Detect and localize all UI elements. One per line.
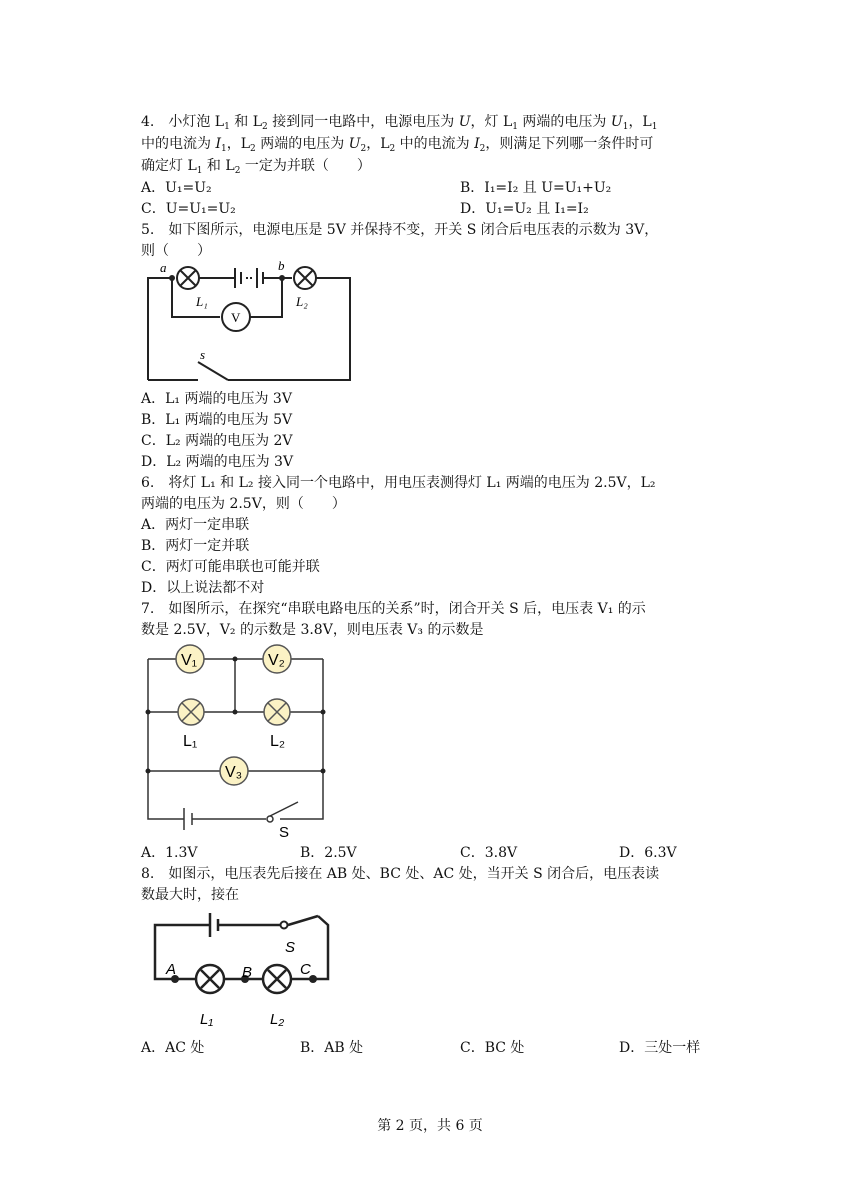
q5-line2: 则（ ） (141, 243, 211, 259)
q7-option-a: A．1.3V (141, 845, 198, 861)
q8-l1-label: L₁ (200, 1011, 214, 1028)
q4-text: 和 L (202, 158, 235, 174)
q4-text: 中的电流为 (141, 136, 216, 152)
q7-option-c: C．3.8V (460, 845, 518, 861)
q4-text: ，灯 L (470, 114, 513, 130)
q8-circuit-diagram (150, 910, 335, 1032)
q4-var: U (610, 114, 623, 130)
q5-option-a: A．L₁ 两端的电压为 3V (141, 391, 292, 407)
q6-option-a: A．两灯一定串联 (141, 517, 250, 533)
q7-option-d: D．6.3V (619, 845, 677, 861)
q8-point-b: B (242, 964, 253, 981)
q4-sub: 2 (250, 144, 256, 154)
q4-sub: 1 (220, 144, 227, 154)
q4-option-a: A．U₁=U₂ (141, 180, 212, 196)
q4-var: I (474, 136, 480, 152)
q4-line2 (141, 135, 653, 153)
q4-var: U (348, 136, 361, 152)
q4-text: ，则满足下列哪一条件时可 (485, 136, 654, 152)
q4-sub: 1 (224, 122, 230, 132)
q5-label-b: b (278, 258, 285, 273)
q7-v1-label: V₁ (181, 652, 198, 669)
q4-option-b: B．I₁=I₂ 且 U=U₁+U₂ (460, 180, 612, 196)
q7-option-b: B．2.5V (300, 845, 357, 861)
q4-text: 4. 小灯泡 L (141, 114, 225, 130)
q7-l2-label: L₂ (270, 733, 286, 750)
q4-var: I (215, 136, 221, 152)
q4-sub: 1 (622, 122, 629, 132)
q8-option-d: D．三处一样 (619, 1040, 701, 1056)
q4-sub: 1 (512, 122, 518, 132)
q4-text: ，L (628, 114, 652, 130)
q4-text: 两端的电压为 (517, 114, 611, 130)
q8-option-c: C．BC 处 (460, 1040, 525, 1056)
q8-option-a: A．AC 处 (141, 1040, 205, 1056)
q8-option-b: B．AB 处 (300, 1040, 364, 1056)
q6-line1: 6. 将灯 L₁ 和 L₂ 接入同一个电路中，用电压表测得灯 L₁ 两端的电压为 2.5V，L₂ (141, 475, 656, 491)
q7-v2-label: V₂ (268, 652, 285, 669)
q6-option-d: D．以上说法都不对 (141, 580, 265, 596)
q5-circuit-diagram (140, 258, 355, 384)
q4-sub: 2 (234, 166, 241, 176)
q4-sub: 1 (196, 166, 203, 176)
q4-var: U (458, 114, 471, 130)
q8-line1: 8. 如图示，电压表先后接在 AB 处、BC 处、AC 处，当开关 S 闭合后，电压表读 (141, 866, 660, 882)
q7-switch-label: S (279, 824, 290, 841)
q6-line2: 两端的电压为 2.5V，则（ ） (141, 496, 346, 512)
q7-line1: 7. 如图所示，在探究“串联电路电压的关系”时，闭合开关 S 后，电压表 V₁ 的示 (141, 601, 646, 617)
q4-sub: 2 (262, 122, 268, 132)
q4-option-c: C．U=U₁=U₂ (141, 201, 236, 217)
q5-label-a: a (160, 260, 167, 275)
q7-v3-label: V₃ (225, 764, 243, 781)
q4-sub: 2 (360, 144, 367, 154)
q6-option-b: B．两灯一定并联 (141, 538, 250, 554)
q4-option-d: D．U₁=U₂ 且 I₁=I₂ (460, 201, 589, 217)
q5-label-l2: L₂ (296, 294, 308, 309)
q5-voltmeter-label: V (231, 310, 241, 325)
q4-text: 中的电流为 (395, 136, 475, 152)
q4-text: 确定灯 L (141, 158, 197, 174)
q7-circuit-diagram (140, 644, 330, 840)
q8-point-c: C (300, 961, 311, 978)
q5-switch-label: s (200, 347, 206, 362)
q5-label-l1: L₁ (196, 294, 208, 309)
q7-line2: 数是 2.5V，V₂ 的示数是 3.8V，则电压表 V₃ 的示数是 (141, 622, 484, 638)
q5-option-d: D．L₂ 两端的电压为 3V (141, 454, 294, 470)
q4-line3 (141, 157, 371, 175)
q7-l1-label: L₁ (183, 733, 198, 750)
q5-option-c: C．L₂ 两端的电压为 2V (141, 433, 293, 449)
q4-text: 一定为并联（ ） (240, 158, 371, 174)
q8-switch-label: S (285, 939, 296, 956)
q4-sub: 2 (479, 144, 486, 154)
q8-l2-label: L₂ (270, 1011, 285, 1028)
q4-text: ，L (226, 136, 251, 152)
q8-line2: 数最大时，接在 (141, 887, 239, 903)
q4-text: 两端的电压为 (255, 136, 349, 152)
q4-text: 接到同一电路中，电源电压为 (267, 114, 459, 130)
page-footer: 第 2 页，共 6 页 (377, 1118, 483, 1134)
q4-sub: 1 (651, 122, 658, 132)
q4-text: ，L (366, 136, 390, 152)
q5-option-b: B．L₁ 两端的电压为 5V (141, 412, 293, 428)
q4-text: 和 L (229, 114, 263, 130)
q4-line1 (141, 113, 657, 131)
q4-sub: 2 (389, 144, 396, 154)
q6-option-c: C．两灯可能串联也可能并联 (141, 559, 320, 575)
q8-point-a: A (166, 961, 177, 978)
q5-line1: 5. 如下图所示，电源电压是 5V 并保持不变，开关 S 闭合后电压表的示数为 3V， (141, 222, 659, 238)
